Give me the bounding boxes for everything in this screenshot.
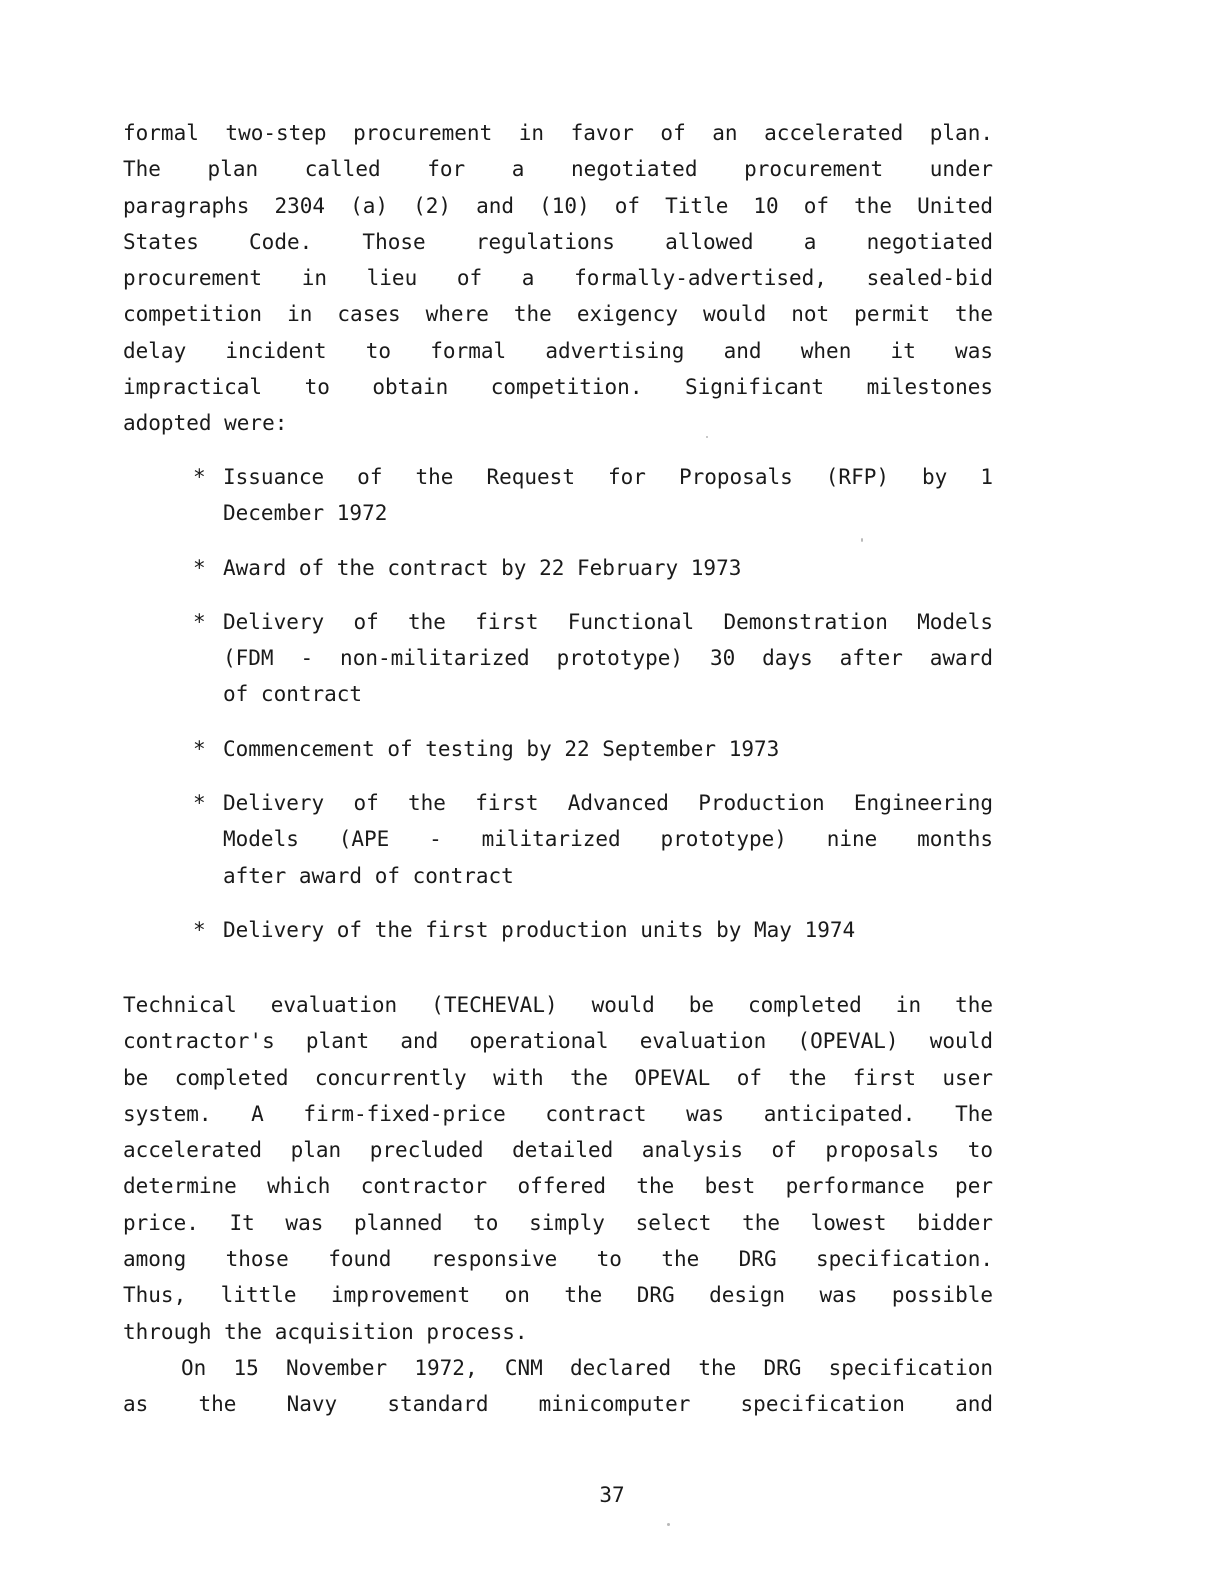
intro-line: The plan called for a negotiated procurement under	[123, 157, 993, 182]
milestone-item	[193, 550, 993, 586]
milestone-item	[193, 459, 993, 532]
milestone-line: of contract	[223, 682, 363, 707]
intro-line: paragraphs 2304 (a) (2) and (10) of Title 10 of the United	[123, 193, 993, 218]
intro-line: delay incident to formal advertising and when it was	[123, 338, 993, 363]
milestone-item	[193, 731, 993, 767]
scan-speck	[861, 538, 863, 542]
bullet-star-icon: *	[193, 917, 206, 942]
intro-line: adopted were:	[123, 411, 288, 436]
milestone-line: after award of contract	[223, 863, 514, 888]
intro-line: procurement in lieu of a formally-advertised, sealed-bid	[123, 266, 993, 291]
milestone-line: Delivery of the first production units by May 1974	[223, 917, 856, 942]
intro-paragraph	[123, 115, 993, 442]
bullet-star-icon: *	[193, 609, 206, 634]
evaluation-line: be completed concurrently with the OPEVAL of the first user	[123, 1065, 993, 1090]
evaluation-line: price. It was planned to simply select the lowest bidder	[123, 1210, 993, 1235]
evaluation-line: through the acquisition process.	[123, 1319, 528, 1344]
milestone-line: Issuance of the Request for Proposals (RFP) by 1	[223, 465, 993, 489]
milestones-list	[193, 459, 993, 966]
milestone-line: Models (APE - militarized prototype) nine months	[223, 827, 993, 852]
evaluation-line: accelerated plan precluded detailed analysis of proposals to	[123, 1138, 993, 1163]
evaluation-line: contractor's plant and operational evaluation (OPEVAL) would	[123, 1029, 993, 1054]
intro-line: formal two-step procurement in favor of an accelerated plan.	[123, 121, 993, 145]
milestone-line: Delivery of the first Advanced Production Engineering	[223, 791, 993, 816]
closing-line: as the Navy standard minicomputer specification and	[123, 1392, 993, 1417]
evaluation-line: Technical evaluation (TECHEVAL) would be completed in the	[123, 993, 993, 1017]
evaluation-paragraph	[123, 987, 993, 1350]
scan-speck	[706, 436, 708, 438]
milestone-line: Delivery of the first Functional Demonstration Models	[223, 609, 993, 634]
intro-line: impractical to obtain competition. Significant milestones	[123, 375, 993, 400]
page-number: 37	[599, 1483, 625, 1507]
milestone-item	[193, 785, 993, 894]
evaluation-line: among those found responsive to the DRG specification.	[123, 1247, 993, 1272]
intro-line: competition in cases where the exigency would not permit the	[123, 302, 993, 327]
milestone-line: Award of the contract by 22 February 1973	[223, 555, 742, 580]
evaluation-line: system. A firm-fixed-price contract was anticipated. The	[123, 1101, 993, 1126]
bullet-star-icon: *	[193, 555, 206, 580]
closing-paragraph	[123, 1350, 993, 1423]
bullet-star-icon: *	[193, 465, 206, 489]
evaluation-line: determine which contractor offered the best performance per	[123, 1174, 993, 1199]
evaluation-line: Thus, little improvement on the DRG design was possible	[123, 1283, 993, 1308]
scan-speck	[667, 1523, 670, 1526]
milestone-line: (FDM - non-militarized prototype) 30 days after award	[223, 646, 993, 671]
milestone-item	[193, 912, 993, 948]
milestone-line: Commencement of testing by 22 September 1973	[223, 736, 780, 761]
bullet-star-icon: *	[193, 791, 206, 816]
intro-line: States Code. Those regulations allowed a negotiated	[123, 229, 993, 254]
closing-line: On 15 November 1972, CNM declared the DRG specification	[181, 1356, 993, 1380]
bullet-star-icon: *	[193, 736, 206, 761]
milestone-line: December 1972	[223, 501, 388, 526]
milestone-item	[193, 604, 993, 713]
